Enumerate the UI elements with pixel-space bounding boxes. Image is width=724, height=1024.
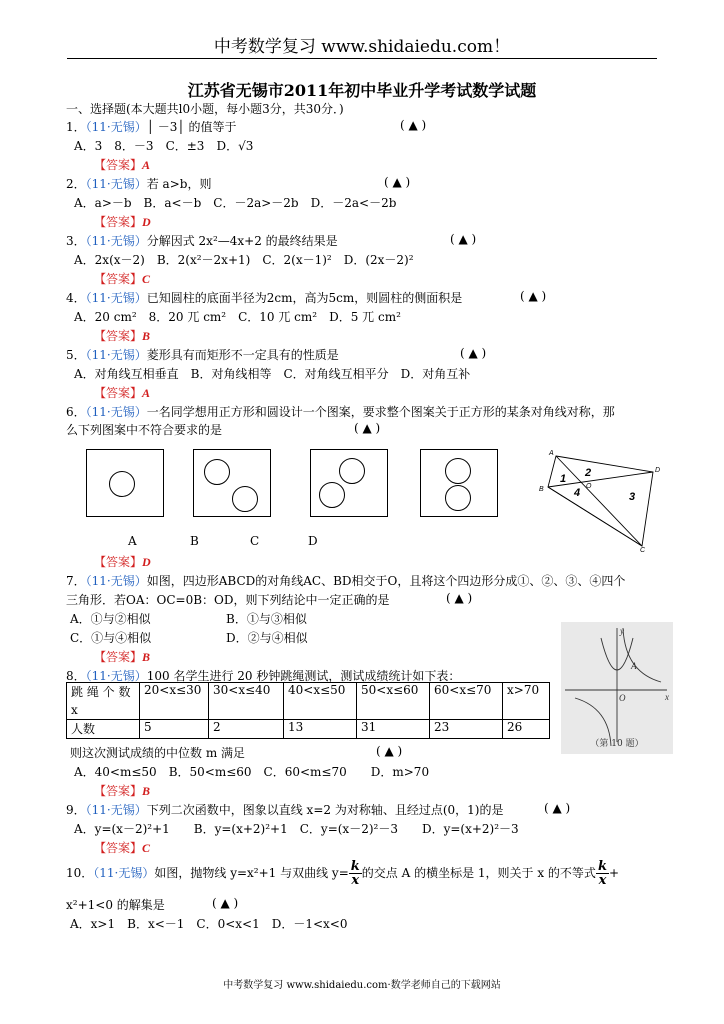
figure-label-c: C — [250, 534, 260, 548]
q7-answer-label: 【答案】 — [94, 650, 143, 664]
function-graph-figure — [561, 622, 673, 754]
q9-number: 9． — [66, 803, 86, 817]
q1-options — [74, 137, 253, 154]
figure-label-b: B — [190, 534, 199, 548]
q1-options-text: A．3 8．－3 C．±3 D． — [74, 139, 239, 153]
question-10 — [66, 860, 619, 887]
q6-stem: 一名同学想用正方形和圆设计一个图案，要求整个图案关于正方形的某条对角线对称，那 — [146, 405, 615, 419]
figure-option-a — [86, 449, 164, 517]
q3-answer-label: 【答案】 — [94, 272, 143, 286]
q8-source: （11·无锡） — [85, 669, 147, 683]
q9-answer-label: 【答案】 — [94, 841, 143, 855]
circle-shape — [339, 458, 365, 484]
q6-answer — [94, 553, 151, 570]
q1-source: （11·无锡） — [85, 120, 147, 134]
q4-stem: 已知圆柱的底面半径为2cm，高为5cm，则圆柱的侧面积是 — [146, 291, 463, 305]
q8-stem: 100 名学生进行 20 秒钟跳绳测试，测试成绩统计如下表： — [146, 669, 461, 683]
q2-answer-value: D — [142, 215, 151, 229]
q9-answer — [94, 839, 150, 856]
label-x-axis: x — [665, 692, 669, 702]
q6-number: 6． — [66, 405, 86, 419]
q1-number: 1． — [66, 120, 86, 134]
q10-options: A．x>1 B．x<－1 C．0<x<1 D．－1<x<0 — [70, 917, 348, 931]
q1-option-d-value: √3 — [238, 139, 254, 153]
question-7 — [66, 572, 625, 589]
q7-stem-line2: 三角形．若OA：OC=0B：OD，则下列结论中一定正确的是 — [66, 593, 390, 607]
q9-stem: 下列二次函数中，图象以直线 x=2 为对称轴、且经过点(0，1)的是 — [146, 803, 504, 817]
q4-source: （11·无锡） — [85, 291, 147, 305]
score-table — [66, 682, 550, 739]
q8-number: 8． — [66, 669, 86, 683]
q6-stem-line2: 么下列图案中不符合要求的是 — [66, 423, 223, 437]
figure-option-c — [310, 449, 388, 517]
q2-answer-mark: ( ▲ ) — [384, 175, 411, 189]
table-cell: 26 — [503, 720, 550, 739]
q10-stem-a: 如图，抛物线 y=x²+1 与双曲线 y= — [154, 866, 349, 880]
question-1 — [66, 118, 236, 135]
fraction-numerator: k — [350, 859, 360, 874]
figure-option-d — [420, 449, 498, 517]
q10-answer-mark: ( ▲ ) — [212, 896, 239, 910]
q7-answer-mark: ( ▲ ) — [446, 591, 473, 605]
q5-stem: 菱形具有而矩形不一定具有的性质是 — [146, 348, 339, 362]
figure-option-b — [193, 449, 271, 517]
table-cell: 13 — [284, 720, 357, 739]
q5-answer — [94, 384, 150, 401]
q3-options: A．2x(x－2) B．2(x²－2x+1) C．2(x－1)² D．(2x－2)² — [74, 253, 414, 267]
q1-answer-value: A — [142, 158, 151, 172]
q9-source: （11·无锡） — [85, 803, 147, 817]
q1-stem: │ －3│ 的值等于 — [146, 120, 237, 134]
table-cell: 人数 — [67, 720, 140, 739]
fraction-numerator: k — [597, 859, 607, 874]
q4-options: A．20 cm² 8．20 兀 cm² C．10 兀 cm² D．5 兀 cm² — [74, 310, 401, 324]
circle-shape — [445, 485, 471, 511]
label-point-a: A — [631, 661, 637, 671]
q7-option-b: B．①与③相似 — [226, 612, 307, 626]
q2-number: 2． — [66, 177, 86, 191]
table-cell: x>70 — [503, 683, 550, 720]
table-cell: 20<x≤30 — [140, 683, 209, 720]
quad-outline — [548, 456, 653, 546]
q7-option-a: A．①与②相似 — [70, 612, 151, 626]
q3-number: 3． — [66, 234, 86, 248]
quadrilateral-figure — [536, 446, 668, 554]
q2-source: （11·无锡） — [85, 177, 147, 191]
q4-answer-label: 【答案】 — [94, 329, 143, 343]
circle-shape — [319, 482, 345, 508]
label-vertex-a: A — [549, 450, 554, 457]
q3-answer-mark: ( ▲ ) — [450, 232, 477, 246]
q10-stem-c: + — [608, 866, 620, 880]
table-cell: 31 — [357, 720, 430, 739]
q5-number: 5． — [66, 348, 86, 362]
fraction-k-over-x — [596, 860, 609, 887]
label-vertex-d: D — [655, 467, 661, 474]
question-3 — [66, 232, 338, 249]
header-rule — [67, 58, 657, 59]
q6-answer-mark: ( ▲ ) — [354, 421, 381, 435]
circle-shape — [232, 486, 258, 512]
label-vertex-c: C — [640, 547, 646, 554]
q4-number: 4． — [66, 291, 86, 305]
label-point-o: O — [586, 483, 592, 490]
label-region-1: 1 — [560, 473, 567, 485]
question-9 — [66, 801, 503, 818]
question-4 — [66, 289, 462, 306]
q3-answer — [94, 270, 150, 287]
q5-answer-label: 【答案】 — [94, 386, 143, 400]
q7-answer — [94, 648, 150, 665]
q10-source: （11·无锡） — [93, 866, 155, 880]
table-row — [67, 720, 550, 739]
section-heading: 一、选择题(本大题共l0小题，每小题3分，共30分．) — [66, 102, 344, 116]
table-cell: 60<x≤70 — [430, 683, 503, 720]
question-6 — [66, 403, 615, 420]
figure-label-a: A — [128, 534, 137, 548]
q1-answer-label: 【答案】 — [94, 158, 143, 172]
page-footer: 中考数学复习 www.shidaiedu.com·数学老师自己的下载网站 — [223, 980, 501, 991]
q4-answer-mark: ( ▲ ) — [520, 289, 547, 303]
q3-source: （11·无锡） — [85, 234, 147, 248]
table-cell: 40<x≤50 — [284, 683, 357, 720]
q5-answer-mark: ( ▲ ) — [460, 346, 487, 360]
q9-answer-mark: ( ▲ ) — [544, 801, 571, 815]
q7-option-c: C．①与④相似 — [70, 631, 152, 645]
graph-caption: （第 10 题） — [590, 739, 644, 749]
q10-stem-line2: x²+1<0 的解集是 — [66, 898, 165, 912]
table-cell: 50<x≤60 — [357, 683, 430, 720]
table-header-row — [67, 683, 550, 720]
q4-answer-value: B — [142, 329, 151, 343]
q6-answer-label: 【答案】 — [94, 555, 143, 569]
label-y-axis: y — [620, 626, 624, 636]
table-cell: 5 — [140, 720, 209, 739]
q10-stem-b: 的交点 A 的横坐标是 1，则关于 x 的不等式 — [361, 866, 596, 880]
q8-after-table: 则这次测试成绩的中位数 m 满足 — [70, 746, 246, 760]
label-vertex-b: B — [539, 486, 544, 493]
circle-shape — [445, 458, 471, 484]
q7-answer-value: B — [142, 650, 151, 664]
question-2 — [66, 175, 211, 192]
figure-label-d: D — [308, 534, 318, 548]
q2-stem: 若 a>b，则 — [146, 177, 212, 191]
q6-source: （11·无锡） — [85, 405, 147, 419]
label-region-2: 2 — [585, 467, 592, 479]
q8-answer-mark: ( ▲ ) — [376, 744, 403, 758]
circle-shape — [204, 459, 230, 485]
q5-source: （11·无锡） — [85, 348, 147, 362]
q8-answer-value: B — [142, 784, 151, 798]
q5-answer-value: A — [142, 386, 151, 400]
q8-options: A．40<m≤50 B．50<m≤60 C．60<m≤70 D．m>70 — [74, 765, 430, 779]
q2-answer — [94, 213, 151, 230]
q4-answer — [94, 327, 150, 344]
q2-options: A．a>－b B．a<－b C．－2a>－2b D．－2a<－2b — [74, 196, 397, 210]
q9-answer-value: C — [142, 841, 151, 855]
table-cell: 2 — [209, 720, 284, 739]
table-cell: 跳 绳 个 数 x — [67, 683, 140, 720]
q8-answer — [94, 782, 150, 799]
q9-options: A．y=(x－2)²+1 B．y=(x+2)²+1 C．y=(x－2)²－3 D．y=(x+2)²－3 — [74, 822, 519, 836]
q3-answer-value: C — [142, 272, 151, 286]
fraction-denominator: x — [351, 873, 360, 888]
fraction-k-over-x — [349, 860, 362, 887]
q6-answer-value: D — [142, 555, 151, 569]
table-cell: 23 — [430, 720, 503, 739]
question-5 — [66, 346, 339, 363]
q8-answer-label: 【答案】 — [94, 784, 143, 798]
label-origin: O — [619, 693, 626, 703]
circle-shape — [109, 471, 135, 497]
page-title: 江苏省无锡市2011年初中毕业升学考试数学试题 — [187, 81, 537, 100]
q7-number: 7． — [66, 574, 86, 588]
q2-answer-label: 【答案】 — [94, 215, 143, 229]
edge-bc — [548, 487, 642, 546]
page-header: 中考数学复习 www.shidaiedu.com！ — [213, 37, 511, 57]
q10-number: 10． — [66, 866, 94, 880]
q7-source: （11·无锡） — [85, 574, 147, 588]
label-region-4: 4 — [574, 487, 581, 499]
q1-answer — [94, 156, 150, 173]
fraction-denominator: x — [598, 873, 607, 888]
table-cell: 30<x≤40 — [209, 683, 284, 720]
label-region-3: 3 — [629, 491, 636, 503]
q1-answer-mark: ( ▲ ) — [400, 118, 427, 132]
q7-stem: 如图，四边形ABCD的对角线AC、BD相交于O，且将这个四边形分成①、②、③、④四个 — [146, 574, 626, 588]
q5-options: A．对角线互相垂直 B．对角线相等 C．对角线互相平分 D．对角互补 — [74, 367, 471, 381]
q3-stem: 分解因式 2x²—4x+2 的最终结果是 — [146, 234, 338, 248]
q7-option-d: D．②与④相似 — [226, 631, 308, 645]
